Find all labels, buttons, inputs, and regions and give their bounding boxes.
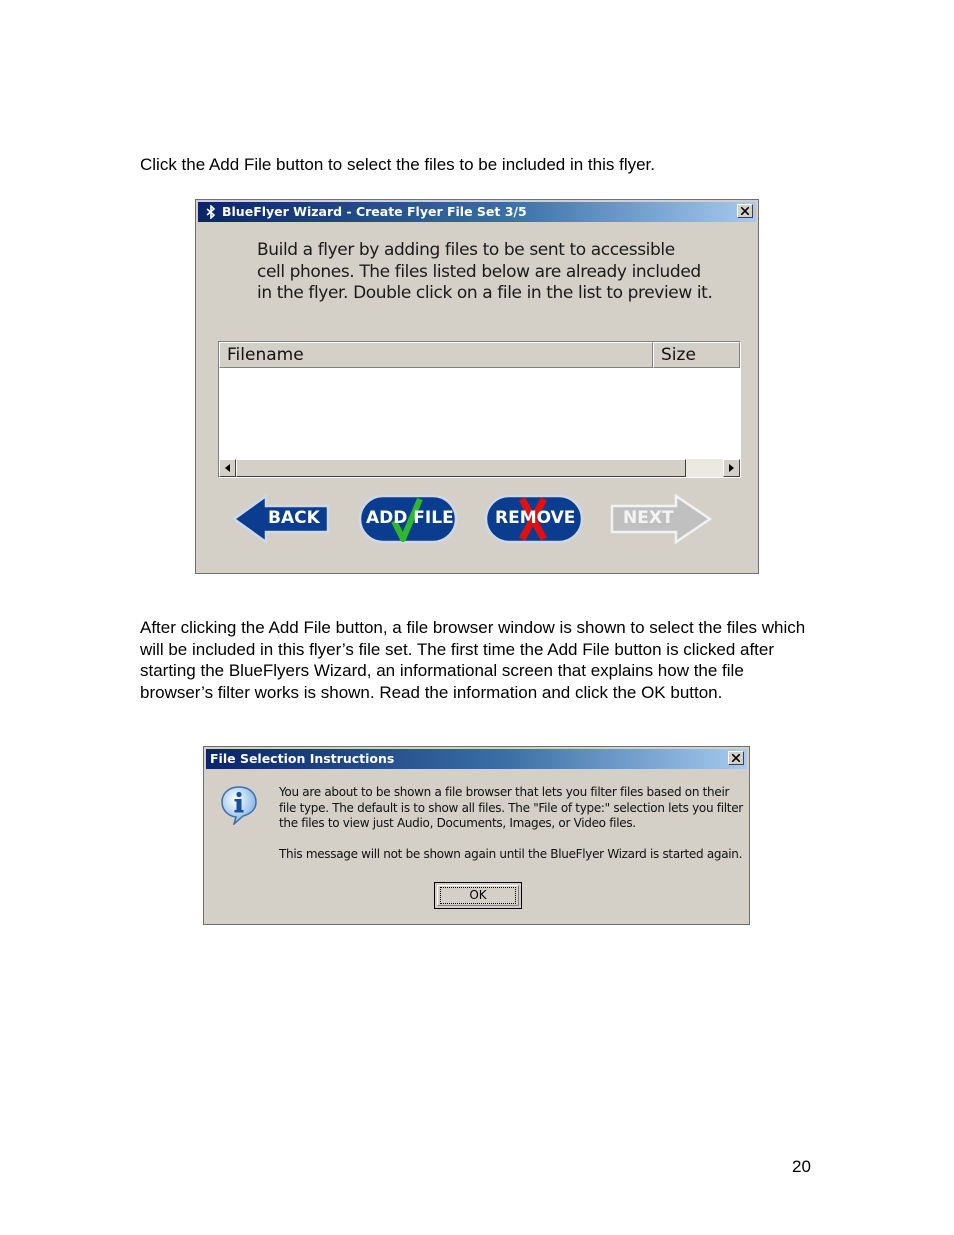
wizard-description-line: in the flyer. Double click on a file in the list to preview it. [257, 283, 713, 303]
dialog-message-line: file type. The default is to show all files. The "File of type:" selection lets you filter [279, 800, 743, 815]
close-icon [732, 754, 740, 762]
arrow-right-icon [729, 464, 734, 472]
column-header-filename[interactable]: Filename [219, 342, 653, 368]
wizard-description-line: cell phones. The files listed below are already included [257, 261, 701, 282]
add-file-label: ADD FILE [366, 508, 454, 528]
bluetooth-icon [204, 205, 218, 219]
file-selection-dialog [203, 746, 750, 925]
remove-label: REMOVE [495, 508, 576, 528]
next-label: NEXT [623, 508, 674, 528]
wizard-window [195, 199, 759, 574]
column-header-size[interactable]: Size [653, 342, 740, 368]
remove-button[interactable] [484, 493, 584, 545]
file-list[interactable] [218, 341, 741, 478]
back-button[interactable] [232, 493, 332, 545]
ok-button[interactable] [434, 882, 522, 909]
horizontal-scrollbar[interactable] [219, 459, 740, 477]
wizard-titlebar[interactable] [198, 202, 756, 222]
close-icon [741, 207, 749, 215]
scrollbar-thumb[interactable] [236, 459, 686, 477]
info-icon [220, 785, 258, 825]
scroll-left-button[interactable] [219, 459, 236, 477]
next-button[interactable] [610, 493, 712, 545]
page-number: 20 [792, 1157, 811, 1176]
dialog-titlebar[interactable] [206, 749, 747, 769]
ok-label: OK [469, 888, 487, 902]
wizard-description [257, 240, 717, 305]
wizard-description-line: Build a flyer by adding files to be sent to accessible [257, 240, 675, 260]
wizard-title: BlueFlyer Wizard - Create Flyer File Set 3/5 [222, 204, 527, 219]
add-file-button[interactable] [358, 493, 458, 545]
wizard-close-button[interactable] [737, 204, 753, 218]
dialog-note: This message will not be shown again until the BlueFlyer Wizard is started again. [279, 846, 743, 861]
scroll-right-button[interactable] [723, 459, 740, 477]
dialog-close-button[interactable] [728, 751, 744, 765]
dialog-title: File Selection Instructions [210, 751, 395, 766]
dialog-message-line: the files to view just Audio, Documents, Images, or Video files. [279, 816, 636, 830]
dialog-message-line: You are about to be shown a file browser that lets you filter files based on their [279, 785, 730, 799]
dialog-message [279, 785, 749, 862]
back-label: BACK [268, 508, 320, 528]
instructions-paragraph: After clicking the Add File button, a file browser window is shown to select the files which will be included in this flyer’s file set. The first time the Add File button is clicked after starting the BlueFlyers Wizard, an informational screen that explains how the file browser’s filter works is shown. Read the information and click the OK button. [140, 618, 806, 702]
arrow-left-icon [225, 464, 230, 472]
intro-paragraph: Click the Add File button to select the files to be included in this flyer. [140, 155, 656, 174]
